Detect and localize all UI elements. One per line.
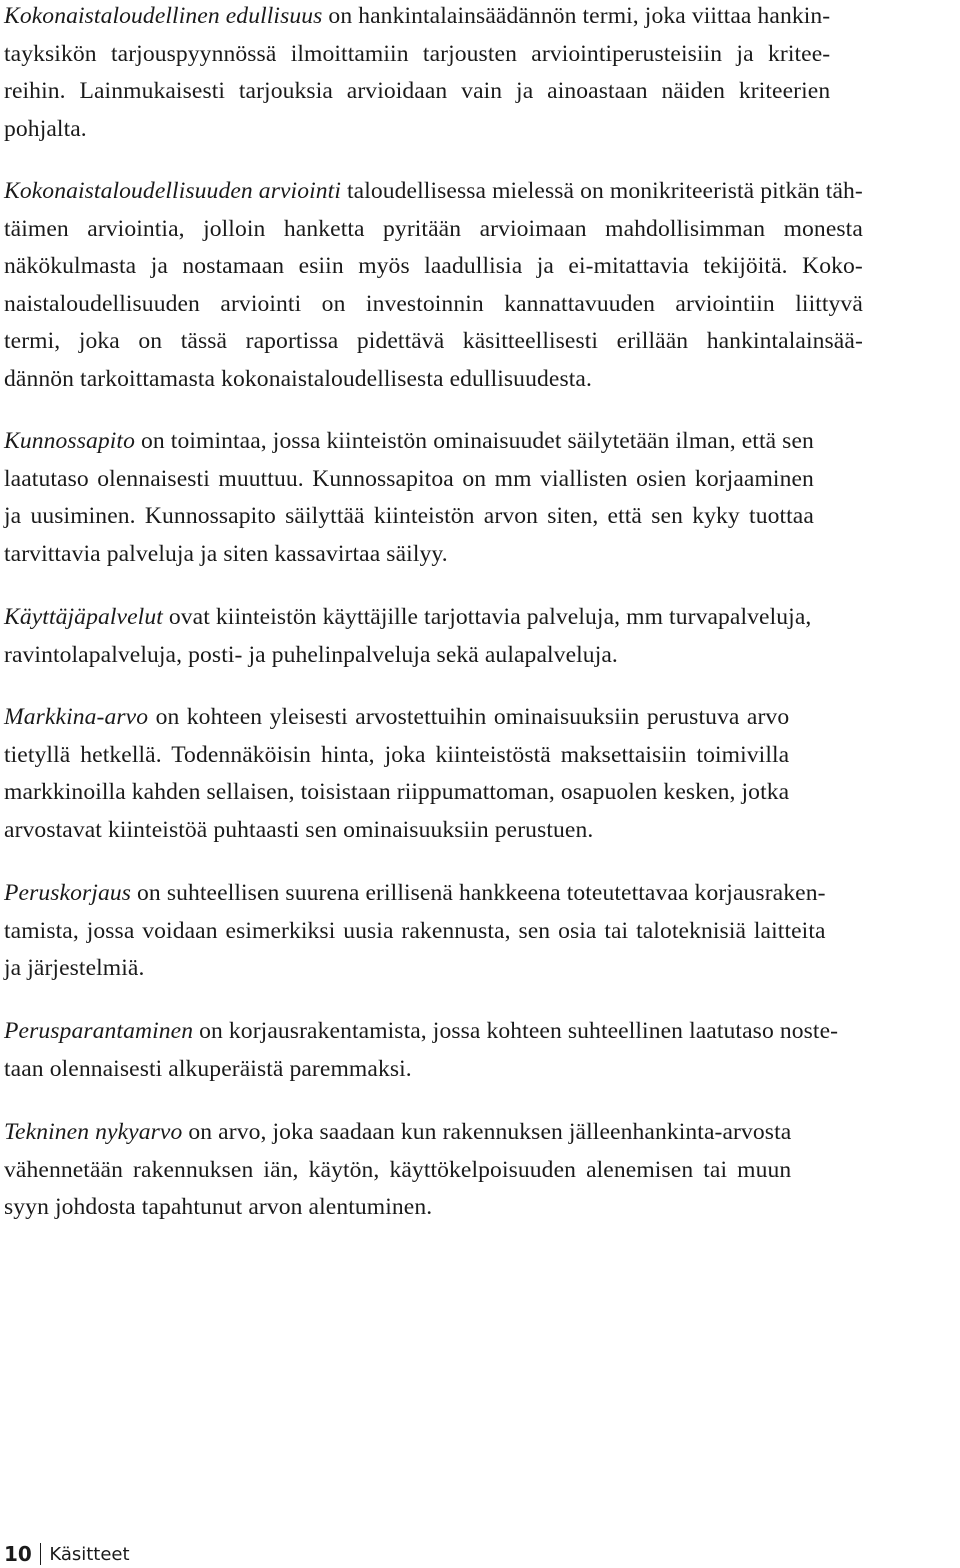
term-label: Markkina-arvo [4, 704, 149, 730]
term-label: Käyttäjäpalvelut [4, 604, 163, 630]
definition-kayttajapalvelut [4, 599, 811, 674]
paragraph-line [4, 875, 826, 913]
definition-kokonaistaloudellisuuden-arviointi [4, 173, 863, 399]
term-label: Kokonaistaloudellinen edullisuus [4, 3, 323, 29]
paragraph-line: laatutaso olennaisesti muuttuu. Kunnossapitoa on mm viallisten osien korjaaminen [4, 465, 814, 492]
paragraph-line [4, 1114, 791, 1152]
definition-tekninen-nykyarvo [4, 1114, 791, 1227]
line-text: on toimintaa, jossa kiinteistön ominaisuudet säilytetään ilman, että sen [135, 428, 814, 454]
line-text: taloudellisessa mielessä on monikriteeristä pitkän täh- [340, 178, 863, 204]
paragraph-line: täimen arviointia, jolloin hanketta pyritään arvioimaan mahdollisimman monesta [4, 215, 863, 242]
paragraph-line: pohjalta. [4, 115, 87, 142]
term-label: Kunnossapito [4, 428, 135, 454]
paragraph-line: taan olennaisesti alkuperäistä paremmaksi. [4, 1055, 412, 1082]
paragraph-line: tamista, jossa voidaan esimerkiksi uusia rakennusta, sen osia tai taloteknisiä laitteita [4, 917, 826, 944]
paragraph-line: vähennetään rakennuksen iän, käytön, käyttökelpoisuuden alenemisen tai muun [4, 1156, 792, 1183]
paragraph-line [4, 173, 863, 211]
paragraph-line: naistaloudellisuuden arviointi on investoinnin kannattavuuden arviointiin liittyvä [4, 290, 863, 317]
paragraph-line: termi, joka on tässä raportissa pidettävä käsitteellisesti erillään hankintalainsää- [4, 328, 863, 355]
paragraph-line: tarvittavia palveluja ja siten kassavirtaa säilyy. [4, 540, 448, 567]
paragraph-line [4, 0, 830, 36]
definition-perusparantaminen [4, 1013, 838, 1088]
line-text: on korjausrakentamista, jossa kohteen suhteellinen laatutaso noste- [193, 1018, 839, 1044]
paragraph-line [4, 699, 789, 737]
paragraph-line: syyn johdosta tapahtunut arvon alentuminen. [4, 1194, 433, 1221]
paragraph-line [4, 599, 811, 637]
paragraph-line: näkökulmasta ja nostamaan esiin myös laadullisia ja ei-mitattavia tekijöitä. Koko- [4, 253, 863, 280]
paragraph-line: ja uusiminen. Kunnossapito säilyttää kiinteistön arvon siten, että sen kyky tuottaa [4, 503, 814, 530]
line-text: on hankintalainsäädännön termi, joka viittaa hankin- [322, 3, 831, 29]
paragraph-line: tietyllä hetkellä. Todennäköisin hinta, joka kiinteistöstä maksettaisiin toimivilla [4, 741, 790, 768]
section-title: Käsitteet [49, 1543, 130, 1565]
page-number: 10 [4, 1542, 32, 1566]
paragraph-line [4, 1013, 838, 1051]
paragraph-line: arvostavat kiinteistöä puhtaasti sen ominaisuuksiin perustuen. [4, 816, 594, 843]
paragraph-line: reihin. Lainmukaisesti tarjouksia arvioidaan vain ja ainoastaan näiden kriteerien [4, 78, 831, 105]
term-label: Perusparantaminen [4, 1018, 194, 1044]
footer-divider [40, 1543, 42, 1565]
definition-peruskorjaus [4, 875, 826, 988]
definition-markkina-arvo [4, 699, 789, 849]
term-label: Peruskorjaus [4, 880, 132, 906]
line-text: ovat kiinteistön käyttäjille tarjottavia palveluja, mm turvapalveluja, [162, 604, 812, 630]
term-label: Tekninen nykyarvo [4, 1119, 183, 1145]
paragraph-line: ja järjestelmiä. [4, 955, 145, 982]
term-label: Kokonaistaloudellisuuden arviointi [4, 178, 341, 204]
definition-kunnossapito [4, 423, 814, 573]
paragraph-line: dännön tarkoittamasta kokonaistaloudellisesta edullisuudesta. [4, 365, 592, 392]
line-text: on arvo, joka saadaan kun rakennuksen jälleenhankinta-arvosta [182, 1119, 792, 1145]
paragraph-line [4, 423, 814, 461]
paragraph-line: markkinoilla kahden sellaisen, toisistaan riippumattoman, osapuolen kesken, jotka [4, 779, 790, 806]
paragraph-line: tayksikön tarjouspyynnössä ilmoittamiin tarjousten arviointiperusteisiin ja kritee- [4, 40, 831, 67]
page-footer [4, 1540, 130, 1568]
line-text: on kohteen yleisesti arvostettuihin ominaisuuksiin perustuva arvo [148, 704, 790, 730]
paragraph-line: ravintolapalveluja, posti- ja puhelinpalveluja sekä aulapalveluja. [4, 641, 618, 668]
line-text: on suhteellisen suurena erillisenä hankkeena toteutettavaa korjausraken- [131, 880, 826, 906]
definition-kokonaistaloudellinen-edullisuus [4, 0, 830, 148]
